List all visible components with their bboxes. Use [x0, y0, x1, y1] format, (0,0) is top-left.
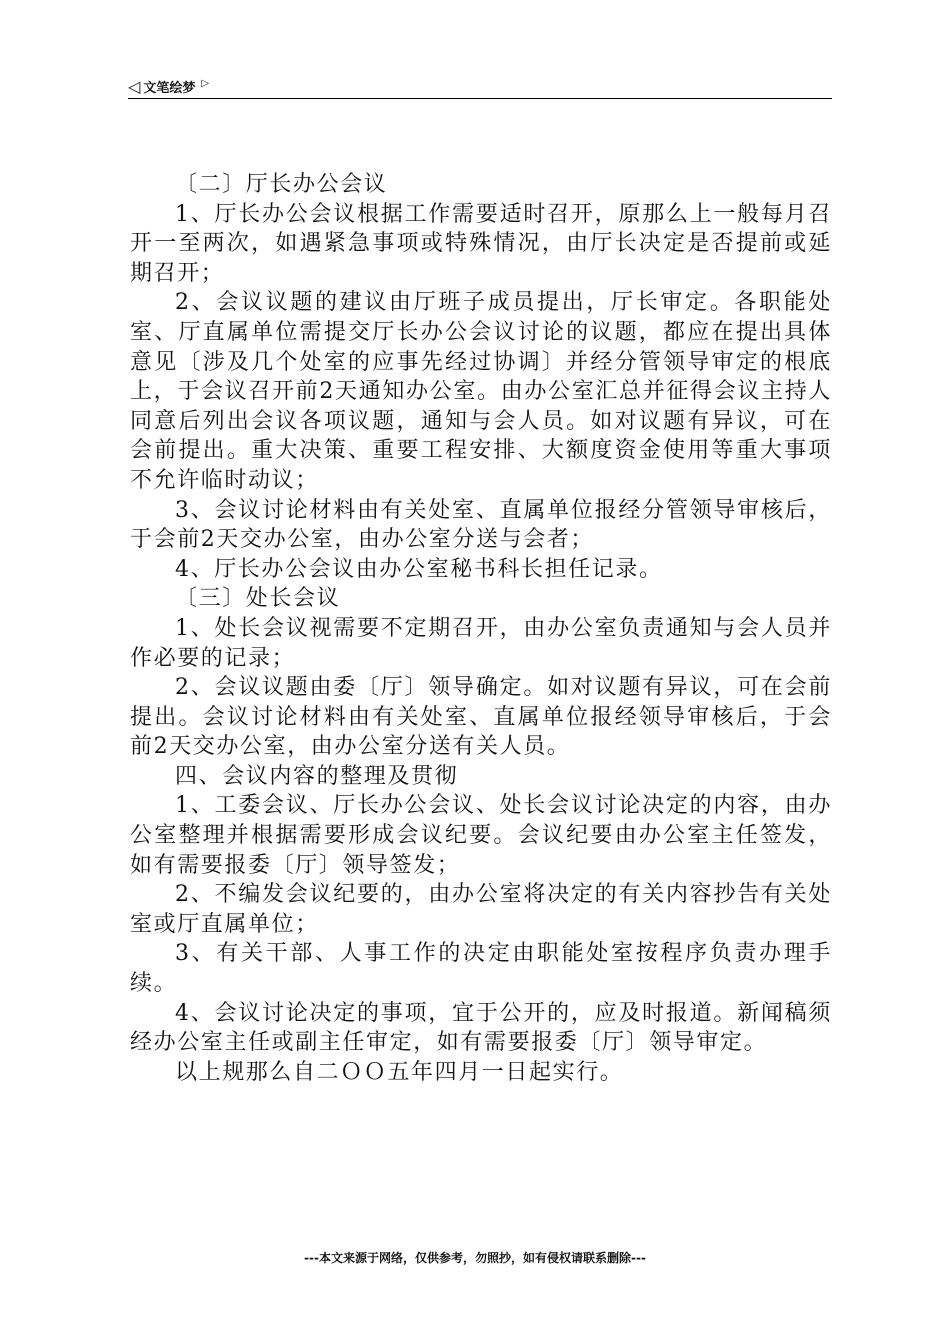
paragraph: 1、工委会议、厅长办公会议、处长会议讨论决定的内容，由办公室整理并根据需要形成会议纪要。会议纪要由办公室主任签发，如有需要报委〔厅〕领导签发；	[130, 793, 832, 878]
triangle-right-icon: ▷	[201, 77, 210, 89]
section-heading: 〔二〕厅长办公会议	[175, 172, 388, 197]
paragraph: 2、会议议题由委〔厅〕领导确定。如对议题有异议，可在会前提出。会议讨论材料由有关处室、直属单位报经领导审核后，于会前2天交办公室，由办公室分送有关人员。	[130, 675, 832, 760]
header-title: 文笔绘梦	[143, 80, 196, 96]
page-header	[128, 74, 832, 98]
paragraph: 2、不编发会议纪要的，由办公室将决定的有关内容抄告有关处室或厅直属单位；	[130, 882, 832, 937]
section-heading: 四、会议内容的整理及贯彻	[175, 763, 459, 789]
closing-paragraph: 以上规那么自二ＯＯ五年四月一日起实行。	[175, 1059, 624, 1085]
section-heading: 〔三〕处长会议	[175, 586, 341, 612]
triangle-left-icon: ◁	[128, 76, 141, 96]
document-body	[130, 170, 832, 1087]
paragraph: 3、有关干部、人事工作的决定由职能处室按程序负责办理手续。	[130, 941, 832, 997]
paragraph: 2、会议议题的建议由厅班子成员提出，厅长审定。各职能处室、厅直属单位需提交厅长办公会议讨论的议题，都应在提出具体意见〔涉及几个处室的应事先经过协调〕并经分管领导审定的根底上，于会议召开前2天通知办公室。由办公室汇总并征得会议主持人同意后列出会议各项议题，通知与会人员。如对议题有异议，可在会前提出。重大决策、重要工程安排、大额度资金使用等重大事项不允许临时动议；	[130, 290, 832, 493]
paragraph: 3、会议讨论材料由有关处室、直属单位报经分管领导审核后，于会前2天交办公室，由办公室分送与会者；	[130, 497, 832, 553]
paragraph: 1、处长会议视需要不定期召开，由办公室负责通知与会人员并作必要的记录；	[130, 615, 832, 671]
header-rule	[128, 98, 832, 99]
paragraph: 4、会议讨论决定的事项，宜于公开的，应及时报道。新闻稿须经办公室主任或副主任审定，如有需要报委〔厅〕领导审定。	[130, 1000, 832, 1056]
paragraph: 1、厅长办公会议根据工作需要适时召开，原那么上一般每月召开一至两次，如遇紧急事项或特殊情况，由厅长决定是否提前或延期召开；	[130, 201, 832, 286]
paragraph: 4、厅长办公会议由办公室秘书科长担任记录。	[175, 556, 663, 582]
page-footer: ---本文来源于网络，仅供参考，勿照抄，如有侵权请联系删除---	[304, 1251, 646, 1265]
